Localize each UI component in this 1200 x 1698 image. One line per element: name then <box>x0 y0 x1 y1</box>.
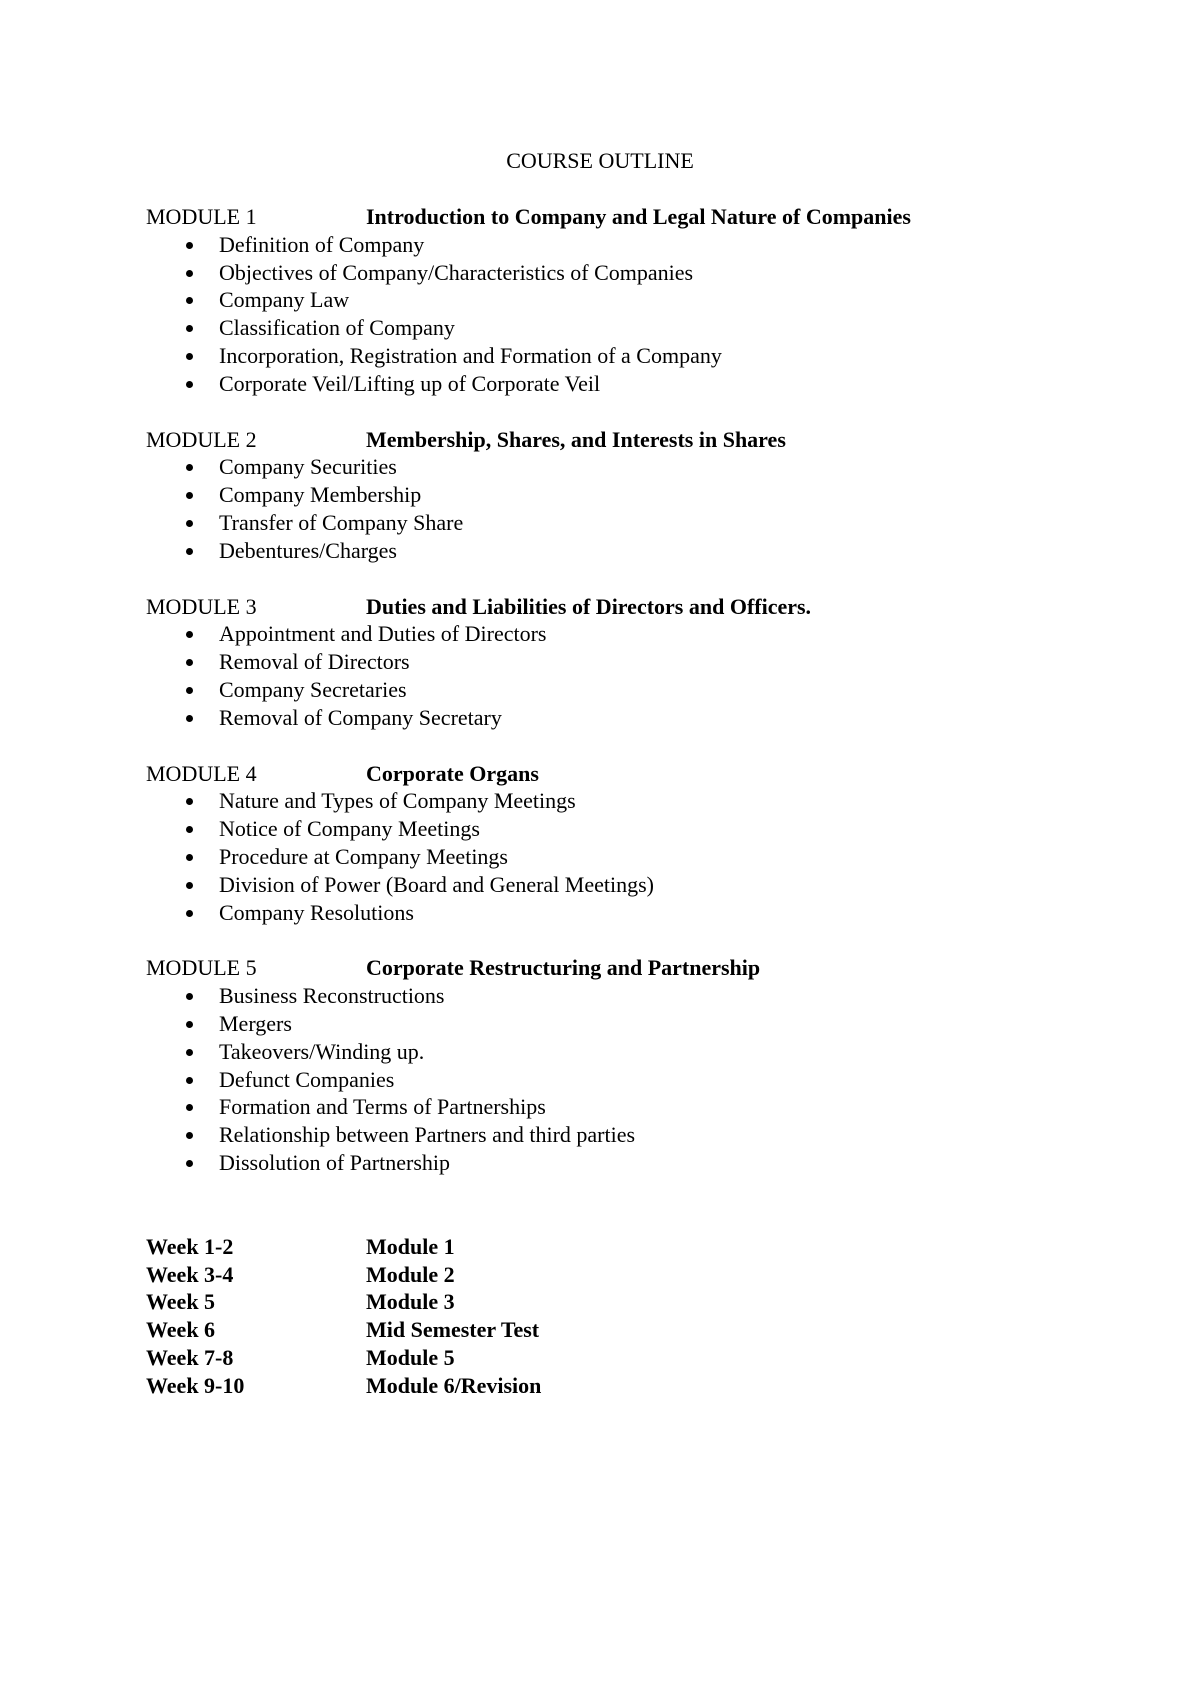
module-label: MODULE 1 <box>146 204 257 229</box>
bullet-icon <box>186 325 193 332</box>
list-item <box>146 871 1146 899</box>
list-item <box>146 620 1146 648</box>
topic-text: Company Membership <box>219 482 422 508</box>
schedule-row <box>146 1372 1146 1400</box>
topic-text: Division of Power (Board and General Meetings) <box>219 871 655 897</box>
list-item <box>146 481 1146 509</box>
module-title: Duties and Liabilities of Directors and Officers. <box>366 593 812 619</box>
schedule-item: Module 6/Revision <box>366 1372 542 1398</box>
topic-text: Company Law <box>219 287 350 313</box>
schedule-row <box>146 1233 1146 1261</box>
module-heading <box>146 954 1146 982</box>
topic-text: Objectives of Company/Characteristics of Companies <box>219 259 694 285</box>
list-item <box>146 286 1146 314</box>
topic-text: Appointment and Duties of Directors <box>219 621 547 647</box>
schedule-row <box>146 1316 1146 1344</box>
list-item <box>146 314 1146 342</box>
module-section <box>146 593 1146 732</box>
schedule-item: Module 5 <box>366 1344 455 1370</box>
list-item <box>146 231 1146 259</box>
bullet-icon <box>186 1132 193 1139</box>
schedule-week: Week 6 <box>146 1317 216 1343</box>
topic-text: Removal of Directors <box>219 649 410 675</box>
schedule-row <box>146 1288 1146 1316</box>
bullet-icon <box>186 464 193 471</box>
topic-text: Defunct Companies <box>219 1066 395 1092</box>
list-item <box>146 259 1146 287</box>
topic-text: Company Secretaries <box>219 676 407 702</box>
topic-text: Incorporation, Registration and Formation of a Company <box>219 342 722 368</box>
bullet-icon <box>186 548 193 555</box>
bullet-icon <box>186 353 193 360</box>
list-item <box>146 815 1146 843</box>
schedule-row <box>146 1261 1146 1289</box>
module-heading <box>146 593 1146 621</box>
module-list <box>146 203 1146 1177</box>
schedule-item: Mid Semester Test <box>366 1317 540 1343</box>
topic-text: Removal of Company Secretary <box>219 704 502 730</box>
topic-text: Classification of Company <box>219 315 455 341</box>
bullet-icon <box>186 1021 193 1028</box>
bullet-icon <box>186 826 193 833</box>
list-item <box>146 509 1146 537</box>
schedule-row <box>146 1344 1146 1372</box>
bullet-icon <box>186 381 193 388</box>
module-section <box>146 203 1146 398</box>
week-schedule <box>146 1233 1146 1400</box>
bullet-icon <box>186 520 193 527</box>
schedule-week: Week 5 <box>146 1289 216 1315</box>
topic-text: Debentures/Charges <box>219 537 397 563</box>
topic-list <box>146 787 1146 926</box>
list-item <box>146 1121 1146 1149</box>
bullet-icon <box>186 1104 193 1111</box>
bullet-icon <box>186 492 193 499</box>
list-item <box>146 1066 1146 1094</box>
topic-text: Procedure at Company Meetings <box>219 843 508 869</box>
topic-text: Corporate Veil/Lifting up of Corporate Veil <box>219 370 601 396</box>
module-label: MODULE 2 <box>146 426 257 452</box>
schedule-week: Week 9-10 <box>146 1372 245 1398</box>
module-section <box>146 426 1146 565</box>
bullet-icon <box>186 1077 193 1084</box>
topic-list <box>146 231 1146 398</box>
bullet-icon <box>186 631 193 638</box>
schedule-week: Week 3-4 <box>146 1261 234 1287</box>
topic-text: Transfer of Company Share <box>219 509 464 535</box>
list-item <box>146 370 1146 398</box>
topic-text: Formation and Terms of Partnerships <box>219 1094 546 1120</box>
bullet-icon <box>186 297 193 304</box>
list-item <box>146 787 1146 815</box>
list-item <box>146 537 1146 565</box>
topic-text: Takeovers/Winding up. <box>219 1038 425 1064</box>
list-item <box>146 704 1146 732</box>
page-title: COURSE OUTLINE <box>506 148 694 173</box>
bullet-icon <box>186 882 193 889</box>
topic-text: Definition of Company <box>219 231 425 257</box>
topic-text: Company Securities <box>219 454 397 480</box>
topic-text: Dissolution of Partnership <box>219 1149 450 1175</box>
list-item <box>146 453 1146 481</box>
module-heading <box>146 426 1146 454</box>
bullet-icon <box>186 659 193 666</box>
topic-text: Nature and Types of Company Meetings <box>219 788 576 814</box>
bullet-icon <box>186 854 193 861</box>
module-heading <box>146 760 1146 788</box>
topic-list <box>146 453 1146 564</box>
bullet-icon <box>186 270 193 277</box>
module-label: MODULE 3 <box>146 593 257 619</box>
topic-list <box>146 982 1146 1177</box>
module-heading <box>146 203 1146 231</box>
module-title: Corporate Restructuring and Partnership <box>366 955 761 981</box>
list-item <box>146 843 1146 871</box>
bullet-icon <box>186 910 193 917</box>
list-item <box>146 1010 1146 1038</box>
bullet-icon <box>186 242 193 249</box>
module-label: MODULE 4 <box>146 760 257 786</box>
bullet-icon <box>186 715 193 722</box>
bullet-icon <box>186 798 193 805</box>
topic-text: Relationship between Partners and third parties <box>219 1122 636 1148</box>
course-content <box>146 203 1146 1399</box>
topic-text: Business Reconstructions <box>219 983 445 1009</box>
list-item <box>146 899 1146 927</box>
module-title: Membership, Shares, and Interests in Shares <box>366 426 786 452</box>
list-item <box>146 1149 1146 1177</box>
schedule-item: Module 3 <box>366 1289 455 1315</box>
list-item <box>146 1093 1146 1121</box>
bullet-icon <box>186 1049 193 1056</box>
list-item <box>146 676 1146 704</box>
module-title: Corporate Organs <box>366 760 539 786</box>
topic-text: Notice of Company Meetings <box>219 816 480 842</box>
bullet-icon <box>186 993 193 1000</box>
topic-list <box>146 620 1146 731</box>
list-item <box>146 1038 1146 1066</box>
list-item <box>146 982 1146 1010</box>
bullet-icon <box>186 1160 193 1167</box>
list-item <box>146 342 1146 370</box>
list-item <box>146 648 1146 676</box>
module-label: MODULE 5 <box>146 955 257 981</box>
schedule-item: Module 1 <box>366 1233 455 1259</box>
topic-text: Mergers <box>219 1010 292 1036</box>
schedule-item: Module 2 <box>366 1261 455 1287</box>
module-section <box>146 760 1146 927</box>
module-section <box>146 954 1146 1176</box>
schedule-week: Week 7-8 <box>146 1344 234 1370</box>
schedule-week: Week 1-2 <box>146 1233 234 1259</box>
topic-text: Company Resolutions <box>219 899 414 925</box>
module-title: Introduction to Company and Legal Nature of Companies <box>366 204 911 229</box>
bullet-icon <box>186 687 193 694</box>
